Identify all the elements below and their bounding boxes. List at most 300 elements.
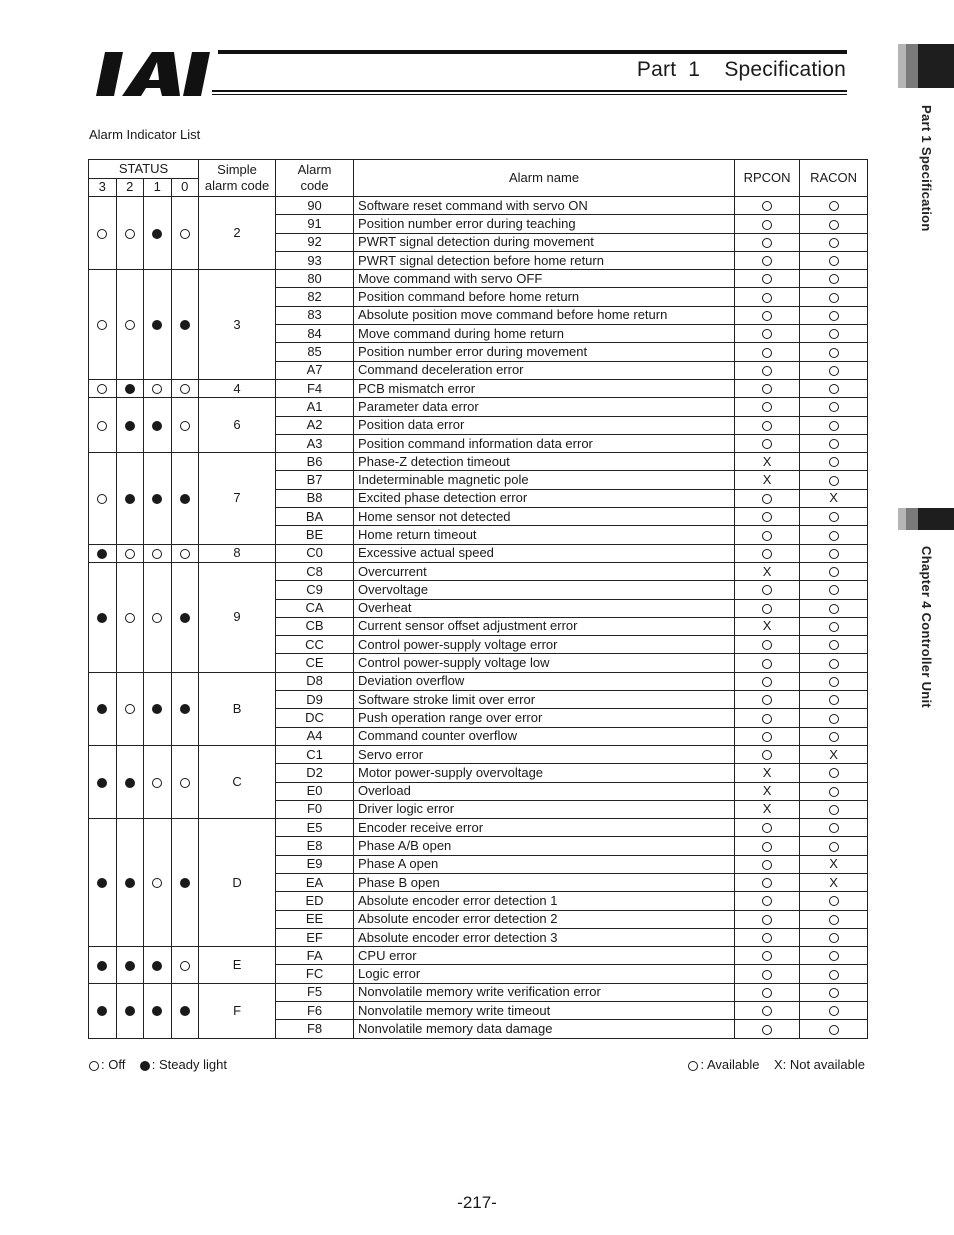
status-lamp-cell	[116, 398, 144, 453]
available-icon	[829, 329, 839, 339]
available-icon	[762, 238, 772, 248]
available-icon	[762, 549, 772, 559]
racon-availability	[800, 471, 868, 489]
racon-availability	[800, 489, 868, 507]
status-lamp-cell	[89, 544, 117, 562]
status-lamp-cell	[89, 562, 117, 672]
alarm-code: CB	[276, 617, 354, 635]
lamp-off-icon	[125, 704, 135, 714]
rpcon-availability	[735, 325, 800, 343]
racon-availability	[800, 325, 868, 343]
available-icon	[762, 366, 772, 376]
status-bit-2: 2	[116, 178, 144, 197]
alarm-name-header: Alarm name	[354, 160, 735, 197]
lamp-off-icon	[97, 384, 107, 394]
rpcon-availability	[735, 489, 800, 507]
alarm-code: C1	[276, 745, 354, 763]
alarm-name: Absolute encoder error detection 3	[354, 928, 735, 946]
legend-available: : Available	[700, 1057, 760, 1072]
available-icon	[762, 970, 772, 980]
rpcon-availability	[735, 892, 800, 910]
simple-alarm-code: 8	[199, 544, 276, 562]
lamp-off-icon	[97, 320, 107, 330]
available-icon	[762, 915, 772, 925]
alarm-code: CC	[276, 636, 354, 654]
alarm-code: F6	[276, 1002, 354, 1020]
lamp-off-icon	[152, 384, 162, 394]
racon-availability	[800, 361, 868, 379]
racon-availability	[800, 819, 868, 837]
side-tab-part	[898, 44, 954, 88]
rpcon-availability	[735, 672, 800, 690]
available-icon	[829, 640, 839, 650]
simple-alarm-code: D	[199, 819, 276, 947]
alarm-code: B8	[276, 489, 354, 507]
available-icon	[829, 402, 839, 412]
alarm-name: Home return timeout	[354, 526, 735, 544]
rpcon-availability	[735, 965, 800, 983]
lamp-on-icon	[180, 704, 190, 714]
available-icon	[762, 329, 772, 339]
available-icon	[762, 402, 772, 412]
lamp-on-icon	[152, 320, 162, 330]
alarm-name: Parameter data error	[354, 398, 735, 416]
alarm-name: Phase-Z detection timeout	[354, 453, 735, 471]
status-lamp-cell	[89, 379, 117, 397]
available-icon	[762, 256, 772, 266]
alarm-name: Encoder receive error	[354, 819, 735, 837]
racon-availability	[800, 215, 868, 233]
lamp-on-icon	[125, 1006, 135, 1016]
status-lamp-cell	[171, 947, 199, 984]
rpcon-availability	[735, 800, 800, 818]
available-icon	[762, 421, 772, 431]
not-available-mark: X	[829, 856, 838, 872]
alarm-name: Phase A/B open	[354, 837, 735, 855]
lamp-off-icon	[180, 778, 190, 788]
racon-availability	[800, 233, 868, 251]
lamp-off-icon	[125, 549, 135, 559]
alarm-name: Current sensor offset adjustment error	[354, 617, 735, 635]
available-icon	[762, 823, 772, 833]
alarm-name: PWRT signal detection during movement	[354, 233, 735, 251]
available-icon	[829, 659, 839, 669]
simple-alarm-code: 4	[199, 379, 276, 397]
lamp-on-icon	[180, 494, 190, 504]
simple-alarm-code: E	[199, 947, 276, 984]
status-lamp-cell	[171, 819, 199, 947]
alarm-code: ED	[276, 892, 354, 910]
lamp-on-icon	[125, 878, 135, 888]
simple-alarm-code: F	[199, 983, 276, 1038]
status-lamp-cell	[116, 983, 144, 1038]
available-icon	[829, 842, 839, 852]
status-lamp-cell	[144, 947, 172, 984]
alarm-name: Overload	[354, 782, 735, 800]
alarm-code: A3	[276, 434, 354, 452]
not-available-mark: X	[762, 472, 772, 488]
rpcon-availability	[735, 434, 800, 452]
racon-availability	[800, 379, 868, 397]
alarm-name: Deviation overflow	[354, 672, 735, 690]
racon-availability	[800, 398, 868, 416]
lamp-off-icon	[125, 320, 135, 330]
rpcon-availability	[735, 727, 800, 745]
rpcon-availability	[735, 288, 800, 306]
alarm-name: Command counter overflow	[354, 727, 735, 745]
available-icon	[829, 311, 839, 321]
available-icon	[762, 1006, 772, 1016]
header-rule-bottom-thin	[212, 94, 847, 95]
available-icon	[829, 970, 839, 980]
simple-alarm-code: 3	[199, 270, 276, 380]
status-lamp-cell	[116, 453, 144, 544]
racon-availability	[800, 855, 868, 873]
lamp-on-icon	[97, 961, 107, 971]
rpcon-availability	[735, 764, 800, 782]
alarm-code: 85	[276, 343, 354, 361]
status-lamp-cell	[171, 379, 199, 397]
available-icon	[762, 220, 772, 230]
alarm-code: FA	[276, 947, 354, 965]
not-available-mark: X	[762, 453, 772, 469]
lamp-off-icon	[97, 494, 107, 504]
available-icon	[762, 512, 772, 522]
legend-status	[89, 1057, 227, 1072]
rpcon-availability	[735, 1002, 800, 1020]
side-tab-chapter	[898, 508, 954, 530]
rpcon-availability	[735, 306, 800, 324]
status-lamp-cell	[89, 947, 117, 984]
racon-availability	[800, 306, 868, 324]
available-icon	[829, 988, 839, 998]
alarm-code: F0	[276, 800, 354, 818]
lamp-on-icon	[152, 421, 162, 431]
available-icon	[762, 531, 772, 541]
alarm-code: F8	[276, 1020, 354, 1038]
alarm-code: 91	[276, 215, 354, 233]
table-row	[89, 453, 868, 471]
alarm-name: Nonvolatile memory write verification error	[354, 983, 735, 1001]
available-icon	[829, 604, 839, 614]
alarm-name: Absolute position move command before home return	[354, 306, 735, 324]
alarm-name: Move command during home return	[354, 325, 735, 343]
alarm-code: BE	[276, 526, 354, 544]
racon-header: RACON	[800, 160, 868, 197]
alarm-name: Position data error	[354, 416, 735, 434]
racon-availability	[800, 709, 868, 727]
status-lamp-cell	[171, 562, 199, 672]
available-icon	[762, 585, 772, 595]
status-lamp-cell	[89, 453, 117, 544]
status-lamp-cell	[171, 398, 199, 453]
status-lamp-cell	[144, 819, 172, 947]
table-row	[89, 270, 868, 288]
alarm-code: 84	[276, 325, 354, 343]
page-number: -217-	[457, 1193, 497, 1212]
racon-availability	[800, 654, 868, 672]
alarm-name: Push operation range over error	[354, 709, 735, 727]
lamp-on-icon	[97, 549, 107, 559]
table-row	[89, 819, 868, 837]
lamp-on-icon	[180, 613, 190, 623]
not-available-mark: X	[762, 783, 772, 799]
alarm-name: Position number error during teaching	[354, 215, 735, 233]
rpcon-availability	[735, 617, 800, 635]
status-lamp-cell	[144, 398, 172, 453]
alarm-name: Excessive actual speed	[354, 544, 735, 562]
alarm-name: Driver logic error	[354, 800, 735, 818]
alarm-code: 92	[276, 233, 354, 251]
alarm-name: PCB mismatch error	[354, 379, 735, 397]
available-icon	[829, 732, 839, 742]
status-lamp-cell	[144, 562, 172, 672]
lamp-off-icon	[152, 549, 162, 559]
lamp-on-icon	[125, 494, 135, 504]
available-icon	[829, 201, 839, 211]
rpcon-availability	[735, 233, 800, 251]
rpcon-availability	[735, 873, 800, 891]
status-lamp-cell	[171, 745, 199, 818]
alarm-name: Nonvolatile memory write timeout	[354, 1002, 735, 1020]
alarm-name: Absolute encoder error detection 1	[354, 892, 735, 910]
rpcon-availability	[735, 343, 800, 361]
rpcon-availability	[735, 819, 800, 837]
lamp-on-icon	[180, 878, 190, 888]
racon-availability	[800, 764, 868, 782]
rpcon-availability	[735, 562, 800, 580]
racon-availability	[800, 745, 868, 763]
table-row	[89, 398, 868, 416]
alarm-name: Software stroke limit over error	[354, 691, 735, 709]
status-bit-3: 3	[89, 178, 117, 197]
not-available-mark: X	[762, 618, 772, 634]
available-icon	[688, 1061, 698, 1071]
available-icon	[829, 787, 839, 797]
lamp-on-icon	[152, 494, 162, 504]
rpcon-availability	[735, 654, 800, 672]
racon-availability	[800, 782, 868, 800]
available-icon	[829, 677, 839, 687]
rpcon-availability	[735, 709, 800, 727]
alarm-code: F4	[276, 379, 354, 397]
lamp-off-icon	[97, 421, 107, 431]
rpcon-availability	[735, 947, 800, 965]
available-icon	[829, 366, 839, 376]
alarm-name: Command deceleration error	[354, 361, 735, 379]
status-lamp-cell	[171, 270, 199, 380]
lamp-on-icon	[152, 961, 162, 971]
rpcon-availability	[735, 928, 800, 946]
table-row	[89, 745, 868, 763]
lamp-off-icon	[125, 613, 135, 623]
alarm-code: BA	[276, 508, 354, 526]
lamp-off-icon	[180, 549, 190, 559]
racon-availability	[800, 453, 868, 471]
racon-availability	[800, 928, 868, 946]
rpcon-availability	[735, 215, 800, 233]
not-available-mark: X	[762, 764, 772, 780]
lamp-off-icon	[97, 229, 107, 239]
racon-availability	[800, 288, 868, 306]
available-icon	[829, 951, 839, 961]
rpcon-availability	[735, 270, 800, 288]
rpcon-availability	[735, 361, 800, 379]
header-rule-bottom	[212, 90, 847, 92]
status-lamp-cell	[116, 270, 144, 380]
lamp-on-icon	[97, 704, 107, 714]
alarm-name: Overheat	[354, 599, 735, 617]
available-icon	[762, 842, 772, 852]
available-icon	[829, 622, 839, 632]
available-icon	[829, 768, 839, 778]
lamp-on-icon	[125, 778, 135, 788]
racon-availability	[800, 599, 868, 617]
rpcon-availability	[735, 471, 800, 489]
side-label-chapter: Chapter 4 Controller Unit	[919, 546, 934, 709]
alarm-code: DC	[276, 709, 354, 727]
table-row	[89, 672, 868, 690]
status-bit-0: 0	[171, 178, 199, 197]
lamp-off-icon	[125, 229, 135, 239]
alarm-code: A7	[276, 361, 354, 379]
racon-availability	[800, 947, 868, 965]
available-icon	[762, 604, 772, 614]
alarm-code: C9	[276, 581, 354, 599]
page-header-title: Part 1 Specification	[636, 58, 846, 81]
rpcon-availability	[735, 416, 800, 434]
status-lamp-cell	[171, 983, 199, 1038]
racon-availability	[800, 343, 868, 361]
available-icon	[829, 220, 839, 230]
racon-availability	[800, 416, 868, 434]
racon-availability	[800, 892, 868, 910]
available-icon	[829, 714, 839, 724]
alarm-code: B7	[276, 471, 354, 489]
rpcon-availability	[735, 581, 800, 599]
header-rule-top	[218, 50, 847, 54]
alarm-name: Nonvolatile memory data damage	[354, 1020, 735, 1038]
available-icon	[829, 567, 839, 577]
available-icon	[829, 549, 839, 559]
lamp-on-icon	[180, 1006, 190, 1016]
alarm-code: C0	[276, 544, 354, 562]
rpcon-availability	[735, 745, 800, 763]
available-icon	[762, 201, 772, 211]
lamp-on-icon	[125, 961, 135, 971]
available-icon	[762, 494, 772, 504]
rpcon-availability	[735, 910, 800, 928]
lamp-on-icon	[97, 778, 107, 788]
available-icon	[762, 732, 772, 742]
alarm-name: Position number error during movement	[354, 343, 735, 361]
racon-availability	[800, 270, 868, 288]
alarm-name: Excited phase detection error	[354, 489, 735, 507]
lamp-on-icon	[152, 704, 162, 714]
rpcon-availability	[735, 599, 800, 617]
side-label-part: Part 1 Specification	[919, 105, 934, 232]
status-lamp-cell	[116, 562, 144, 672]
status-lamp-cell	[144, 672, 172, 745]
rpcon-availability	[735, 197, 800, 215]
alarm-code: 82	[276, 288, 354, 306]
status-lamp-cell	[144, 453, 172, 544]
alarm-code: 93	[276, 251, 354, 269]
racon-availability	[800, 434, 868, 452]
available-icon	[829, 1025, 839, 1035]
rpcon-availability	[735, 855, 800, 873]
racon-availability	[800, 562, 868, 580]
racon-availability	[800, 197, 868, 215]
available-icon	[762, 311, 772, 321]
available-icon	[829, 293, 839, 303]
alarm-code: CE	[276, 654, 354, 672]
available-icon	[829, 933, 839, 943]
status-lamp-cell	[89, 398, 117, 453]
available-icon	[762, 274, 772, 284]
status-lamp-cell	[116, 544, 144, 562]
alarm-code: FC	[276, 965, 354, 983]
racon-availability	[800, 727, 868, 745]
rpcon-header: RPCON	[735, 160, 800, 197]
racon-availability	[800, 636, 868, 654]
available-icon	[762, 896, 772, 906]
lamp-on-icon	[97, 613, 107, 623]
rpcon-availability	[735, 508, 800, 526]
off-lamp-icon	[89, 1061, 99, 1071]
status-lamp-cell	[171, 453, 199, 544]
available-icon	[829, 805, 839, 815]
simple-alarm-code: 7	[199, 453, 276, 544]
lamp-on-icon	[152, 229, 162, 239]
lamp-off-icon	[152, 878, 162, 888]
alarm-code-header: Alarm code	[276, 160, 354, 197]
racon-availability	[800, 544, 868, 562]
status-lamp-cell	[116, 947, 144, 984]
available-icon	[762, 714, 772, 724]
available-icon	[762, 439, 772, 449]
alarm-code: 80	[276, 270, 354, 288]
available-icon	[829, 823, 839, 833]
available-icon	[829, 421, 839, 431]
alarm-code: F5	[276, 983, 354, 1001]
racon-availability	[800, 581, 868, 599]
alarm-code: C8	[276, 562, 354, 580]
rpcon-availability	[735, 251, 800, 269]
simple-alarm-code: 6	[199, 398, 276, 453]
alarm-code: B6	[276, 453, 354, 471]
lamp-off-icon	[152, 778, 162, 788]
alarm-code: 83	[276, 306, 354, 324]
lamp-off-icon	[180, 384, 190, 394]
available-icon	[829, 457, 839, 467]
table-row	[89, 947, 868, 965]
lamp-on-icon	[152, 1006, 162, 1016]
alarm-code: EF	[276, 928, 354, 946]
available-icon	[829, 915, 839, 925]
available-icon	[829, 1006, 839, 1016]
alarm-code: EA	[276, 873, 354, 891]
alarm-code: EE	[276, 910, 354, 928]
racon-availability	[800, 873, 868, 891]
not-available-mark: X	[829, 874, 838, 890]
alarm-name: Overcurrent	[354, 562, 735, 580]
lamp-off-icon	[180, 961, 190, 971]
lamp-off-icon	[180, 229, 190, 239]
rpcon-availability	[735, 398, 800, 416]
alarm-name: Position command information data error	[354, 434, 735, 452]
alarm-name: Servo error	[354, 745, 735, 763]
